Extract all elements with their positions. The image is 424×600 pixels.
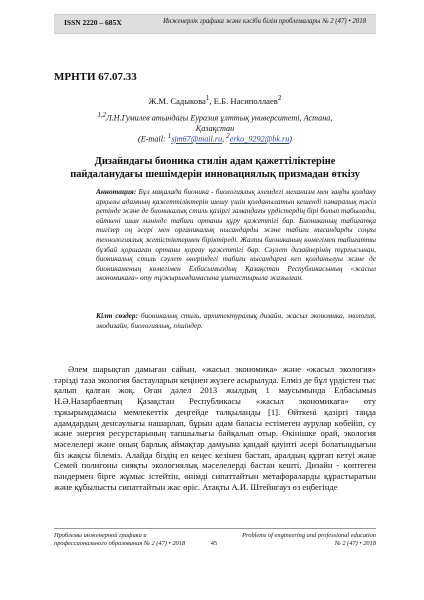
email-link-1[interactable]: sjm67@mail.ru <box>171 134 223 144</box>
journal-header <box>54 14 376 34</box>
affiliation-line-1: Л.Н.Гумилев атындағы Еуразия ұлттық университеті, Астана, <box>106 113 333 123</box>
authors-line <box>54 94 376 106</box>
journal-title: Инженерлік графика және кәсіби білім проблемалары № 2 (47) • 2018 <box>163 18 366 25</box>
abstract-text: Бұл мақалада бионика - биологиялық әлемдегі механизм мен заңды қолдану арқылы адамның қажеттіліктерін шешу үшін қолданылатын кешенді пәнаралық тәсіл ретінде және де бионикалық стиль қазіргі замандағы үрдістердің бірі болып табылады, өйткені шын мәнінде табиғи ортаны құру қажеттігі бар. Биониканың табиғатқа тигізер оң әсері мен органикалық нысандарды және табиғи нысандарды соңғы технологиялық жетістіктермен біріктіреді. Жалпы биониканың көмегімен табиғатты бұзбай қоршаған ортаны қорғау қажеттігі бар. Сәулет дизайнерінің тұрғысынан, бионикалық стиль сәулет өнеріндегі табиғи нысандарға кеп қолданылуы және де бионикаменың көмегімен Елбасымыздың Қазақстан Республикасының «жасыл экономикаға» өту тұжырымдамасына ұштастырыла жазылған. <box>96 187 376 283</box>
affiliation <box>54 111 376 135</box>
email-line <box>54 133 376 144</box>
abstract-label: Аннотация: <box>96 187 137 196</box>
author-2-sup: 2 <box>277 94 282 102</box>
author-separator: , <box>209 95 214 106</box>
title-line-1: Дизайндағы бионика стилін адам қажеттіліктеріне <box>94 156 336 167</box>
email-suffix: ) <box>289 134 293 144</box>
footer-right: Problems of engineering and professional education № 2 (47) • 2018 <box>242 532 376 548</box>
author-1-sup: 1 <box>205 94 210 102</box>
email-prefix: (E-mail: <box>137 134 168 144</box>
email-separator: , <box>222 134 227 144</box>
affiliation-line-2: Қазақстан <box>195 124 235 134</box>
keywords <box>96 311 376 330</box>
footer-divider <box>54 528 376 529</box>
affiliation-sup: 1,2 <box>97 112 107 119</box>
body-paragraph: Әлем шарықтап дамыған сайын, «жасыл экономика» және «жасыл экология» тәрізді таза экология бастауларын кеңінен жүзеге асырылуда. Елміз де бұл үрдістен тыс қалып қалған жоқ. Оған дәлел 2013 жылдың 1 маусымында Елбасымыз Н.Ә.Назарбаевтың Қазақстан Республикасы «жасыл экономикаға» өту тұжырымдамасы мемлекеттік деңгейде талқыланды [1]. Өйткені қазіргі таңда адамдардың денсаулығы нашарлап, бұрын адам баласы естімеген аурулар көбейіп, су және энергия ресурстарының тапшылығы байқалып отыр. Өкінішке орай, экология мәселелері және оның барлық аймақтар дамуына қандай қауіпті әсері болатындығын біз жақсы білеміз. Алайда біздің ел кеңес кезінен бастап, аралдың құрғап кетуі және Семей полигоны сияқты экологиялық мәселелерді бастан кешті. Дизайн - көптеген пәндермен бірге жұмыс істейтін, өнімді сипаттайтын метафораларды құрастыратын және құбылысты сипаттайтын жас өріс. Атақты А.И. Штейнгауз өз еңбегінде <box>54 364 376 492</box>
article-title <box>54 155 376 181</box>
keywords-text: бионикалық стиль, архитектуралық дизайн, жасыл экономика, экология, экодизайн, биологиялық, пішіндер. <box>96 311 377 330</box>
body-text <box>54 364 376 492</box>
author-1: Ж.М. Садыкова <box>148 95 206 106</box>
email-link-2[interactable]: erko_9292@bk.ru <box>229 134 290 144</box>
email-sup-2: 2 <box>226 133 230 140</box>
abstract <box>96 187 376 283</box>
author-2: Е.Б. Насиполлаев <box>213 95 278 106</box>
keywords-label: Кілт сөздер: <box>96 311 138 320</box>
issn-label: ISSN 2220 – 685X <box>64 18 122 27</box>
title-line-2: пайдаланудағы шешімдерін инновациялық призмадан өткізу <box>70 169 360 180</box>
mrnti-code: МРНТИ 67.07.33 <box>54 71 137 83</box>
footer-left: Проблемы инженерной графики и профессионального образования № 2 (47) • 2018 <box>54 532 186 548</box>
email-sup-1: 1 <box>167 133 172 140</box>
page-number: 45 <box>210 540 218 547</box>
